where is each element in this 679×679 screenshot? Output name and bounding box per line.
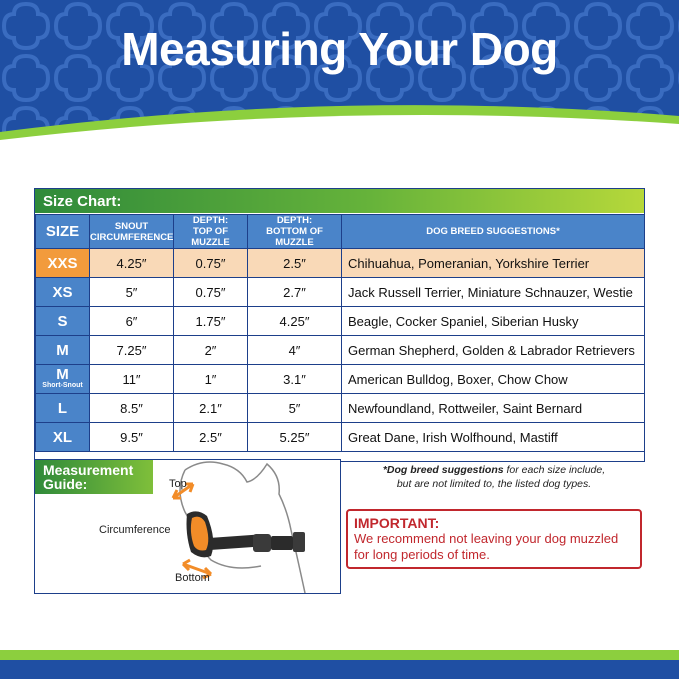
snout-cell: 11″	[90, 365, 174, 394]
column-header-bottom-line2: BOTTOM OF MUZZLE	[266, 226, 323, 248]
measurement-guide	[34, 459, 341, 594]
size-cell-main: M	[56, 366, 69, 383]
label-top: Top	[169, 478, 187, 490]
breed-cell: German Shepherd, Golden & Labrador Retrievers	[342, 336, 645, 365]
breed-note	[349, 463, 639, 491]
size-cell: XXS	[36, 249, 90, 278]
breed-cell: Chihuahua, Pomeranian, Yorkshire Terrier	[342, 249, 645, 278]
bottom-cell: 2.7″	[248, 278, 342, 307]
top-cell: 2.1″	[174, 394, 248, 423]
breed-cell: Beagle, Cocker Spaniel, Siberian Husky	[342, 307, 645, 336]
size-cell: M	[36, 336, 90, 365]
important-text: We recommend not leaving your dog muzzled for long periods of time.	[354, 531, 619, 562]
footer-stripes	[0, 650, 679, 679]
size-chart-header	[35, 189, 644, 213]
header-banner	[0, 0, 679, 150]
snout-cell: 6″	[90, 307, 174, 336]
size-cell: XL	[36, 423, 90, 452]
top-cell: 2.5″	[174, 423, 248, 452]
top-cell: 0.75″	[174, 249, 248, 278]
table-row	[36, 423, 645, 452]
column-header-snout-line2: CIRCUMFERENCE	[90, 231, 174, 243]
column-header-top-line1: DEPTH:	[192, 215, 229, 226]
breed-note-rest: for each size include,	[503, 464, 606, 476]
snout-cell: 8.5″	[90, 394, 174, 423]
snout-cell: 5″	[90, 278, 174, 307]
top-cell: 1″	[174, 365, 248, 394]
bottom-cell: 2.5″	[248, 249, 342, 278]
breed-cell: Jack Russell Terrier, Miniature Schnauzer, Westie	[342, 278, 645, 307]
table-row	[36, 278, 645, 307]
page-title: Measuring Your Dog	[121, 23, 558, 75]
size-cell: L	[36, 394, 90, 423]
breed-note-line2: but are not limited to, the listed dog types.	[396, 478, 592, 490]
table-row	[36, 307, 645, 336]
top-cell: 0.75″	[174, 278, 248, 307]
table-row	[36, 394, 645, 423]
size-cell	[36, 365, 90, 394]
column-header-bottom-line1: DEPTH:	[276, 215, 313, 226]
snout-cell: 9.5″	[90, 423, 174, 452]
size-chart	[34, 188, 645, 462]
breed-cell: Great Dane, Irish Wolfhound, Mastiff	[342, 423, 645, 452]
size-cell: XS	[36, 278, 90, 307]
size-chart-title: Size Chart:	[43, 193, 122, 210]
column-header-top-line2: TOP OF MUZZLE	[191, 226, 230, 248]
measurement-guide-title-line2: Guide:	[43, 476, 88, 492]
important-box	[346, 509, 642, 569]
bottom-cell: 4″	[248, 336, 342, 365]
column-header-size: SIZE	[36, 215, 90, 249]
column-header-bottom	[248, 215, 342, 249]
label-bottom: Bottom	[175, 572, 210, 584]
table-row	[36, 249, 645, 278]
column-header-snout-line1: SNOUT	[114, 220, 149, 232]
bottom-cell: 4.25″	[248, 307, 342, 336]
bottom-cell: 5″	[248, 394, 342, 423]
table-row	[36, 365, 645, 394]
bottom-cell: 3.1″	[248, 365, 342, 394]
size-cell: S	[36, 307, 90, 336]
top-cell: 1.75″	[174, 307, 248, 336]
breed-cell: American Bulldog, Boxer, Chow Chow	[342, 365, 645, 394]
table-header-row	[36, 215, 645, 249]
top-cell: 2″	[174, 336, 248, 365]
breed-cell: Newfoundland, Rottweiler, Saint Bernard	[342, 394, 645, 423]
bottom-cell: 5.25″	[248, 423, 342, 452]
measurement-guide-title-line1: Measurement	[43, 462, 134, 478]
important-title: IMPORTANT:	[354, 515, 440, 531]
column-header-top	[174, 215, 248, 249]
snout-cell: 4.25″	[90, 249, 174, 278]
breed-note-lead: *Dog breed suggestions	[382, 464, 504, 476]
column-header-breeds: DOG BREED SUGGESTIONS*	[342, 215, 645, 249]
label-circumference: Circumference	[99, 524, 171, 536]
size-table	[35, 214, 645, 452]
table-row	[36, 336, 645, 365]
size-cell-sub: Short-Snout	[42, 382, 83, 389]
measurement-guide-title	[35, 460, 153, 494]
column-header-snout	[90, 215, 174, 249]
snout-cell: 7.25″	[90, 336, 174, 365]
